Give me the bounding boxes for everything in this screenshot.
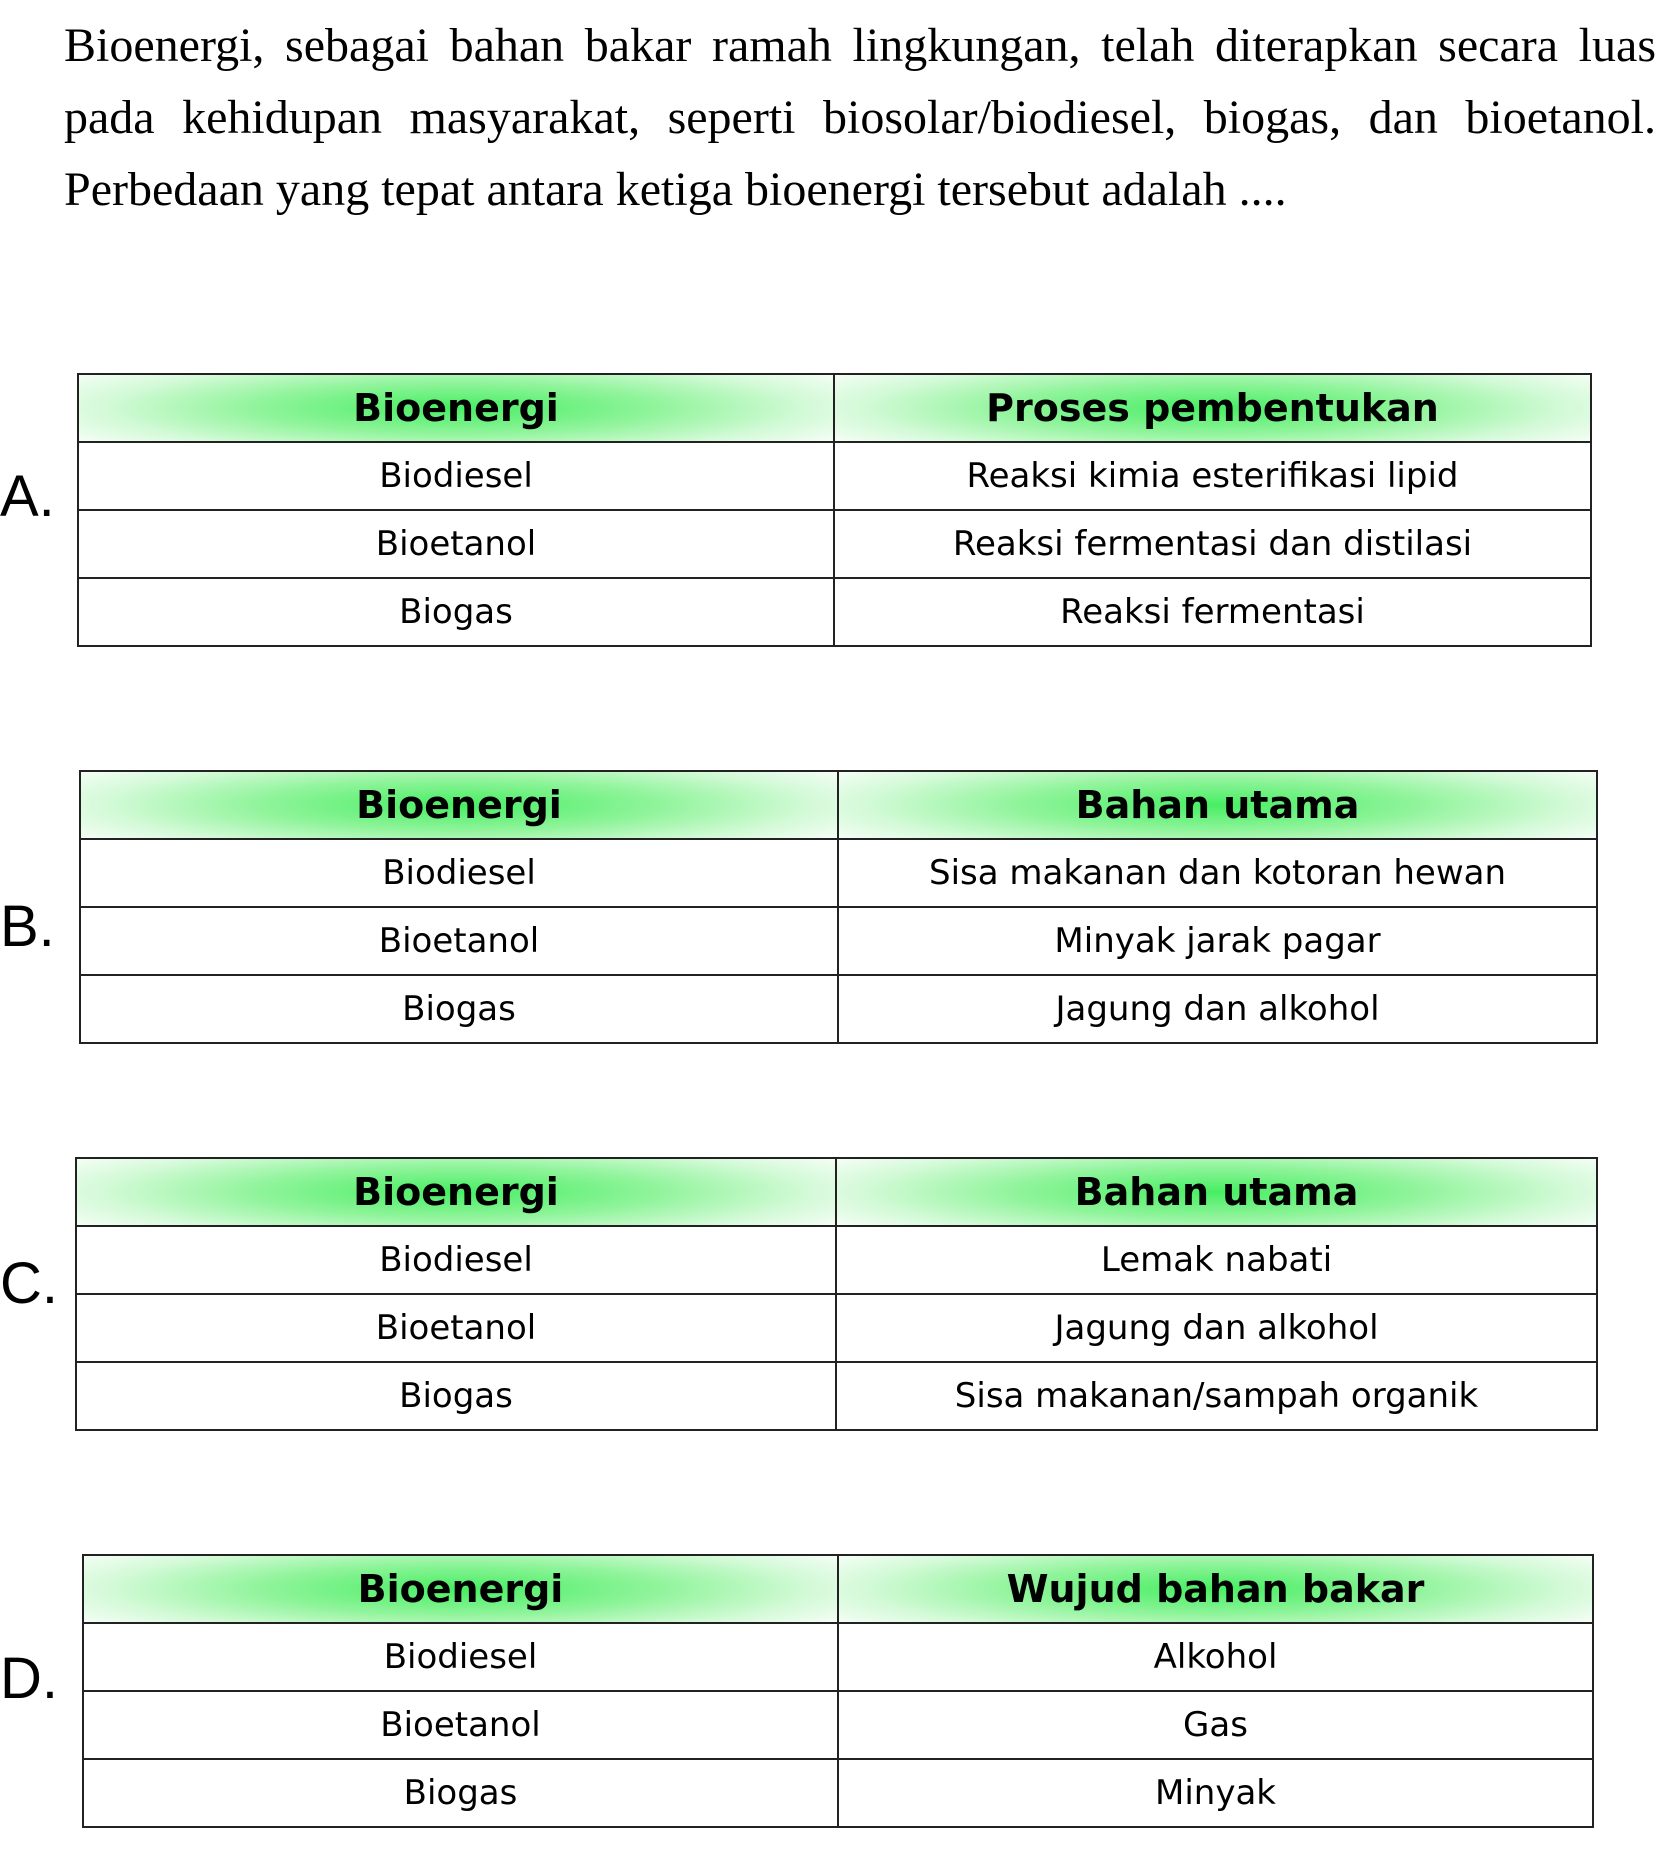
table-row bbox=[83, 1691, 1593, 1759]
table-cell: Reaksi fermentasi dan distilasi bbox=[834, 510, 1591, 578]
table-header: Bioenergi bbox=[83, 1555, 838, 1623]
table-cell: Biogas bbox=[78, 578, 834, 646]
table-row bbox=[78, 578, 1591, 646]
table-header-row bbox=[78, 374, 1591, 442]
table-row bbox=[83, 1623, 1593, 1691]
table-row bbox=[76, 1226, 1597, 1294]
table-cell: Bioetanol bbox=[83, 1691, 838, 1759]
table-row bbox=[83, 1759, 1593, 1827]
table-cell: Jagung dan alkohol bbox=[838, 975, 1597, 1043]
table-header-row bbox=[83, 1555, 1593, 1623]
table-header: Bahan utama bbox=[838, 771, 1597, 839]
table-row bbox=[78, 510, 1591, 578]
table-cell: Reaksi kimia esterifikasi lipid bbox=[834, 442, 1591, 510]
table-cell: Bioetanol bbox=[76, 1294, 836, 1362]
table-cell: Biogas bbox=[76, 1362, 836, 1430]
table-row bbox=[78, 442, 1591, 510]
table-header: Bioenergi bbox=[80, 771, 838, 839]
table-cell: Biodiesel bbox=[76, 1226, 836, 1294]
option-letter: B. bbox=[0, 894, 55, 959]
table-cell: Biodiesel bbox=[83, 1623, 838, 1691]
table-row bbox=[80, 839, 1597, 907]
table-header: Proses pembentukan bbox=[834, 374, 1591, 442]
table-row bbox=[76, 1362, 1597, 1430]
option-table bbox=[82, 1554, 1594, 1828]
table-cell: Minyak jarak pagar bbox=[838, 907, 1597, 975]
table-cell: Sisa makanan/sampah organik bbox=[836, 1362, 1597, 1430]
table-cell: Biodiesel bbox=[78, 442, 834, 510]
option-table bbox=[77, 373, 1592, 647]
table-cell: Sisa makanan dan kotoran hewan bbox=[838, 839, 1597, 907]
option-letter: D. bbox=[0, 1646, 58, 1711]
option-letter: C. bbox=[0, 1251, 58, 1316]
table-row bbox=[80, 975, 1597, 1043]
table-cell: Gas bbox=[838, 1691, 1593, 1759]
table-cell: Bioetanol bbox=[80, 907, 838, 975]
table-row bbox=[80, 907, 1597, 975]
table-cell: Minyak bbox=[838, 1759, 1593, 1827]
table-cell: Reaksi fermentasi bbox=[834, 578, 1591, 646]
table-cell: Bioetanol bbox=[78, 510, 834, 578]
table-cell: Biogas bbox=[83, 1759, 838, 1827]
table-header: Wujud bahan bakar bbox=[838, 1555, 1593, 1623]
table-header-row bbox=[76, 1158, 1597, 1226]
table-header: Bioenergi bbox=[76, 1158, 836, 1226]
table-cell: Lemak nabati bbox=[836, 1226, 1597, 1294]
table-row bbox=[76, 1294, 1597, 1362]
table-cell: Alkohol bbox=[838, 1623, 1593, 1691]
table-cell: Jagung dan alkohol bbox=[836, 1294, 1597, 1362]
question-text: Bioenergi, sebagai bahan bakar ramah lingkungan, telah diterapkan secara luas pada kehidupan masyarakat, seperti biosolar/biodiesel, biogas, dan bioetanol. Perbedaan yang tepat antara ketiga bioenergi tersebut adalah .... bbox=[64, 19, 1656, 216]
table-header: Bahan utama bbox=[836, 1158, 1597, 1226]
option-table bbox=[75, 1157, 1598, 1431]
table-cell: Biogas bbox=[80, 975, 838, 1043]
table-header-row bbox=[80, 771, 1597, 839]
option-table bbox=[79, 770, 1598, 1044]
option-letter: A. bbox=[0, 464, 55, 529]
table-cell: Biodiesel bbox=[80, 839, 838, 907]
table-header: Bioenergi bbox=[78, 374, 834, 442]
